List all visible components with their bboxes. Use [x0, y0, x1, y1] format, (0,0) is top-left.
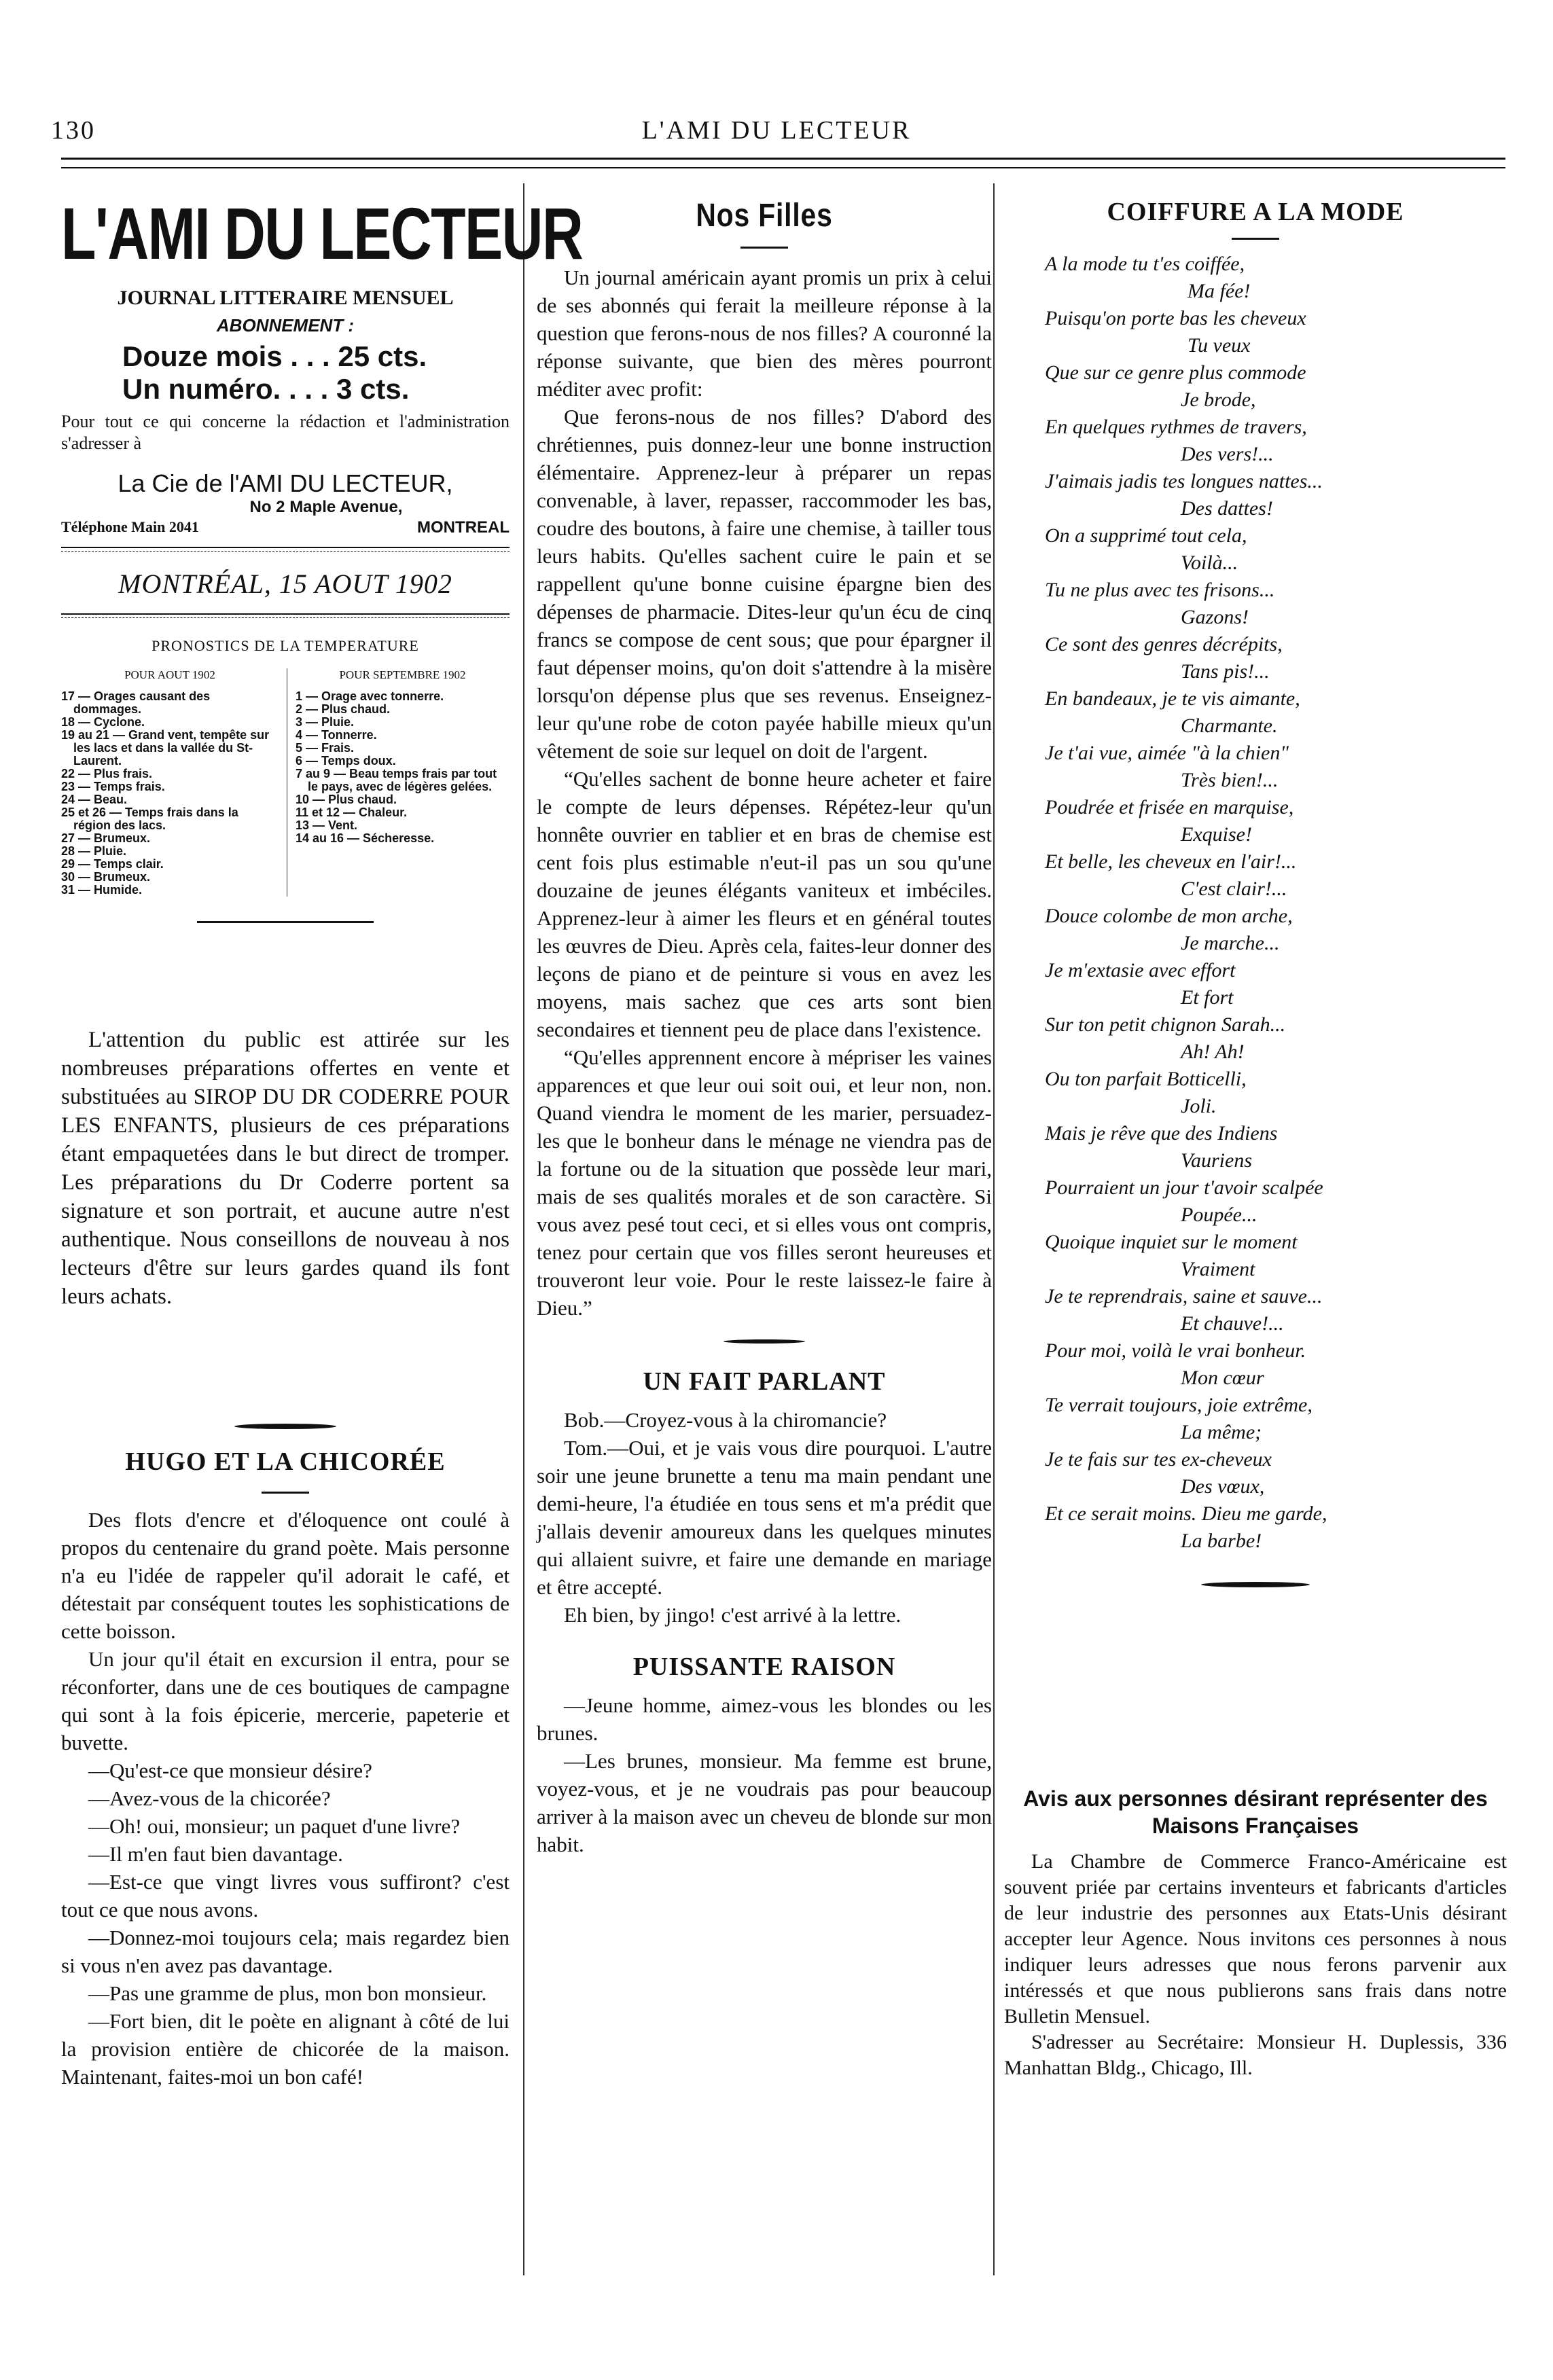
hugo-paragraph: —Qu'est-ce que monsieur désire?: [88, 1759, 372, 1782]
poem-line: Et chauve!...: [1181, 1312, 1284, 1335]
hugo-paragraph: Des flots d'encre et d'éloquence ont coulé à propos du centenaire du grand poète. Mais personne n'a eu l'idée de rappeler qu'il adorait le café, et détestait par conséquent toutes les sophistications de cette boisson.: [61, 1508, 510, 1643]
forecast-entry: 24 — Beau.: [61, 793, 128, 806]
poem-line: Tu veux: [1188, 334, 1251, 357]
poem-line: Des dattes!: [1181, 497, 1273, 520]
nos-filles-paragraph: Un journal américain ayant promis un prix à celui de ses abonnés qui ferait la meilleure réponse à la question que ferons-nous de nos filles? A couronné la réponse suivante, que bien des mères pourront méditer avec profit:: [537, 266, 992, 401]
forecast-entry: 14 au 16 — Sécheresse.: [296, 831, 435, 845]
subscription-label: ABONNEMENT :: [216, 315, 355, 336]
poem-line: Ce sont des genres décrépits,: [1045, 633, 1283, 655]
fait-parlant-paragraph: Bob.—Croyez-vous à la chiromancie?: [564, 1408, 887, 1432]
poem-line: C'est clair!...: [1181, 878, 1287, 900]
hugo-paragraph: —Donnez-moi toujours cela; mais regardez bien si vous n'en avez pas davantage.: [61, 1926, 510, 1977]
poem-line: Tans pis!...: [1181, 660, 1270, 683]
poem-line: Poudrée et frisée en marquise,: [1045, 796, 1294, 818]
poem-line: Vauriens: [1181, 1149, 1252, 1172]
column-separator: [523, 183, 524, 2275]
poem-line: Et fort: [1181, 986, 1234, 1009]
dateline: MONTRÉAL, 15 AOUT 1902: [118, 569, 452, 599]
avis-title: Avis aux personnes désirant représenter des Maisons Françaises: [1023, 1786, 1488, 1838]
forecast-entry: 17 — Orages causant des dommages.: [61, 689, 211, 716]
hugo-paragraph: —Il m'en faut bien davantage.: [88, 1842, 343, 1866]
poem-line: La même;: [1181, 1421, 1262, 1443]
forecast-title: PRONOSTICS DE LA TEMPERATURE: [151, 637, 419, 654]
ornament: [724, 1339, 805, 1344]
nos-filles-paragraph: Que ferons-nous de nos filles? D'abord des chrétiennes, puis donnez-leur une bonne instruction élémentaire. Apprenez-leur à préparer un repas convenable, à laver, repasser, raccommoder les bas, coudre des boutons, à faire une chemise, à tailler tous leurs habits. Qu'elles sachent cuire le pain et se rappellent qu'une bonne cuisine épargne bien des dépenses de pharmacie. Dites-leur qu'un écu de cinq francs se compose de cent sous; que pour épargner il faut dépenser moins, qu'on doit s'attendre à la misère lorsqu'on dépense plus que ses revenus. Enseignez-leur qu'une robe de coton payée habille mieux qu'un vêtement de soie sur lequel on doit de l'argent.: [537, 405, 992, 763]
poem-line: Ma fée!: [1188, 280, 1251, 302]
poem-line: Je m'extasie avec effort: [1045, 959, 1236, 981]
poem-line: Te verrait toujours, joie extrême,: [1045, 1394, 1313, 1416]
forecast-entry: 31 — Humide.: [61, 883, 143, 897]
running-title: L'AMI DU LECTEUR: [641, 116, 912, 145]
poem-line: Mon cœur: [1181, 1367, 1264, 1389]
poem-line: La barbe!: [1181, 1530, 1262, 1552]
masthead-telephone: Téléphone Main 2041: [61, 518, 199, 535]
forecast-entry: 1 — Orage avec tonnerre.: [296, 689, 444, 703]
poem-line: Poupée...: [1181, 1204, 1257, 1226]
hugo-paragraph: —Pas une gramme de plus, mon bon monsieur.: [88, 1981, 487, 2005]
page-number: 130: [51, 116, 96, 145]
poem-line: Vraiment: [1181, 1258, 1255, 1280]
avis-paragraph: S'adresser au Secrétaire: Monsieur H. Duplessis, 336 Manhattan Bldg., Chicago, Ill.: [1004, 2031, 1507, 2079]
forecast-entry: 3 — Pluie.: [296, 715, 355, 729]
price-year: Douze mois . . . 25 cts.: [122, 340, 427, 372]
poem-line: Je te fais sur tes ex-cheveux: [1045, 1448, 1272, 1471]
ornament: [234, 1424, 336, 1429]
masthead-address: No 2 Maple Avenue,: [249, 498, 403, 516]
poem-line: Charmante.: [1181, 715, 1278, 737]
forecast-entry: 18 — Cyclone.: [61, 715, 145, 729]
poem-line: Pour moi, voilà le vrai bonheur.: [1045, 1339, 1306, 1362]
poem-line: Je t'ai vue, aimée "à la chien": [1045, 742, 1289, 764]
forecast-entry: 4 — Tonnerre.: [296, 728, 377, 742]
poem-line: Des vers!...: [1181, 443, 1274, 465]
nos-filles-paragraph: “Qu'elles sachent de bonne heure acheter et faire le compte de leurs dépenses. Répétez-leur qu'un honnête ouvrier en tablier et en bras de chemise est cent fois plus estimable n'eut-il pas un sou qu'une douzaine de jeunes élégants vaniteux et imbéciles. Apprenez-leur à aimer les fleurs et en général toutes les œuvres de Dieu. Après cela, faites-leur donner des leçons de piano et de peinture si vous en avez les moyens, mais sachez que ces arts sont bien secondaires et tiennent peu de place dans l'existence.: [537, 767, 992, 1041]
poem-line: Sur ton petit chignon Sarah...: [1045, 1013, 1286, 1036]
coiffure-poem: [1004, 197, 1507, 1600]
masthead-company: La Cie de l'AMI DU LECTEUR,: [118, 469, 453, 497]
poem-line: Quoique inquiet sur le moment: [1045, 1231, 1298, 1253]
forecast-entry: 6 — Temps doux.: [296, 754, 396, 768]
hugo-paragraph: —Fort bien, dit le poète en alignant à côté de lui la provision entière de chicorée de la maison. Maintenant, faites-moi un bon café!: [61, 2009, 510, 2089]
poem-line: Joli.: [1181, 1095, 1217, 1117]
puissante-raison-paragraph: —Jeune homme, aimez-vous les blondes ou les brunes.: [537, 1693, 992, 1745]
poem-line: A la mode tu t'es coiffée,: [1045, 253, 1245, 275]
poem-line: Je te reprendrais, saine et sauve...: [1045, 1285, 1323, 1308]
forecast-entry: 29 — Temps clair.: [61, 857, 164, 871]
fait-parlant-paragraph: Tom.—Oui, et je vais vous dire pourquoi. L'autre soir une jeune brunette a tenu ma main pendant une demi-heure, l'a étudiée en tous sens et m'a prédit que j'allais devenir amoureux dans les quelques minutes qui allaient suivre, et faire une demande en mariage et être accepté.: [537, 1436, 992, 1599]
coderre-notice: [61, 1026, 510, 1311]
header-rule-bottom: [61, 167, 1505, 168]
poem-line: Tu ne plus avec tes frisons...: [1045, 579, 1275, 601]
forecast-entry: 28 — Pluie.: [61, 844, 127, 858]
forecast-entry: 10 — Plus chaud.: [296, 793, 397, 806]
poem-line: Gazons!: [1181, 606, 1249, 628]
forecast-table: [61, 668, 510, 897]
poem-line: Puisqu'on porte bas les cheveux: [1045, 307, 1306, 329]
masthead: [61, 192, 583, 923]
forecast-september-heading: POUR SEPTEMBRE 1902: [339, 668, 466, 681]
forecast-entry: 27 — Brumeux.: [61, 831, 151, 845]
poem-line: Je brode,: [1181, 389, 1256, 411]
hugo-article: [61, 1411, 510, 2091]
avis-paragraph: La Chambre de Commerce Franco-Américaine est souvent priée par certains inventeurs et fabricants d'articles de leur industrie des personnes aux Etats-Unis désirant accepter leur Agence. Nous invitons ces personnes à nous indiquer leurs adresses que nous ferons parvenir aux intéressés et que nous publierons sans frais dans notre Bulletin Mensuel.: [1004, 1850, 1507, 2027]
nos-filles-title: Nos Filles: [696, 198, 833, 234]
poem-line: Et belle, les cheveux en l'air!...: [1045, 850, 1297, 873]
ornament: [1201, 1582, 1310, 1587]
forecast-entry: 30 — Brumeux.: [61, 870, 151, 884]
masthead-notice: Pour tout ce qui concerne la rédaction et l'administration s'adresser à: [61, 412, 510, 453]
hugo-title: HUGO ET LA CHICORÉE: [125, 1447, 446, 1476]
poem-line: En bandeaux, je te vis aimante,: [1045, 687, 1300, 710]
avis-article: [1004, 1785, 1507, 2081]
forecast-august-heading: POUR AOUT 1902: [124, 668, 215, 681]
coderre-notice-text: L'attention du public est attirée sur les nombreuses préparations offertes en vente et substituées au SIROP DU DR CODERRE POUR LES ENFANTS, plusieurs de ces préparations étant empaquetées dans le but direct de tromper. Les préparations du Dr Coderre portent sa signature et son portrait, et aucune autre n'est authentique. Nous conseillons de nouveau à nos lecteurs d'être sur leurs gardes quand ils font leurs achats.: [61, 1028, 510, 1309]
forecast-entry: 13 — Vent.: [296, 818, 358, 832]
poem-line: Ou ton parfait Botticelli,: [1045, 1068, 1247, 1090]
poem-line: J'aimais jadis tes longues nattes...: [1045, 470, 1323, 492]
nos-filles-article: [537, 197, 992, 1858]
poem-line: On a supprimé tout cela,: [1045, 524, 1247, 547]
puissante-raison-title: PUISSANTE RAISON: [632, 1653, 896, 1681]
masthead-subtitle: JOURNAL LITTERAIRE MENSUEL: [117, 287, 454, 309]
masthead-name: L'AMI DU LECTEUR: [61, 192, 583, 274]
poem-line: Ah! Ah!: [1181, 1041, 1245, 1063]
forecast-entry: 19 au 21 — Grand vent, tempête sur les lacs et dans la vallée du St-Laurent.: [61, 728, 270, 768]
header-rule-top: [61, 158, 1505, 160]
fait-parlant-title: UN FAIT PARLANT: [643, 1367, 886, 1396]
poem-line: Pourraient un jour t'avoir scalpée: [1045, 1176, 1323, 1199]
poem-line: Exquise!: [1181, 823, 1252, 846]
nos-filles-paragraph: “Qu'elles apprennent encore à mépriser les vaines apparences et que leur oui soit oui, et leur non, non. Quand viendra le moment de les marier, persuadez-les que le bonheur dans le ménage ne viendra pas de la fortune ou de la situation que possède leur mari, mais de ses qualités morales et de son caractère. Si vous avez pesé tout ceci, et si elles vous ont compris, tenez pour certain que vos filles seront heureuses et trouveront leur voie. Pour le reste laissez-le faire à Dieu.”: [537, 1045, 992, 1320]
price-issue: Un numéro. . . . 3 cts.: [122, 373, 410, 405]
hugo-paragraph: —Est-ce que vingt livres vous suffiront? c'est tout ce que nous avons.: [61, 1870, 510, 1922]
forecast-august: [61, 668, 287, 897]
poem-line: Je marche...: [1181, 932, 1280, 954]
poem-line: Voilà...: [1181, 552, 1238, 574]
forecast-entry: 23 — Temps frais.: [61, 780, 165, 793]
forecast-entry: 5 — Frais.: [296, 741, 355, 755]
coiffure-title: COIFFURE A LA MODE: [1107, 198, 1404, 226]
forecast-entry: 25 et 26 — Temps frais dans la région des lacs.: [61, 806, 238, 832]
puissante-raison-paragraph: —Les brunes, monsieur. Ma femme est brune, voyez-vous, et je ne voudrais pas pour beaucoup arriver à la maison avec un cheveu de blonde sur mon habit.: [537, 1749, 992, 1856]
masthead-city: MONTREAL: [417, 518, 510, 537]
forecast-entry: 11 et 12 — Chaleur.: [296, 806, 408, 819]
poem-line: En quelques rythmes de travers,: [1045, 416, 1307, 438]
poem-line: Que sur ce genre plus commode: [1045, 361, 1306, 384]
poem-line: Des vœux,: [1181, 1475, 1265, 1498]
forecast-entry: 22 — Plus frais.: [61, 767, 153, 780]
poem-line: Mais je rêve que des Indiens: [1045, 1122, 1278, 1144]
hugo-paragraph: Un jour qu'il était en excursion il entra, pour se réconforter, dans une de ces boutiques de campagne qui sont à la fois épicerie, mercerie, papeterie et buvette.: [61, 1647, 510, 1754]
hugo-paragraph: —Oh! oui, monsieur; un paquet d'une livre?: [88, 1814, 461, 1838]
poem-line: Douce colombe de mon arche,: [1045, 905, 1293, 927]
forecast-entry: 7 au 9 — Beau temps frais par tout le pays, avec de légères gelées.: [296, 767, 497, 793]
fait-parlant-paragraph: Eh bien, by jingo! c'est arrivé à la lettre.: [564, 1603, 902, 1627]
column-separator: [993, 183, 995, 2275]
forecast-entry: 2 — Plus chaud.: [296, 702, 391, 716]
forecast-september: [287, 668, 510, 897]
poem-line: Et ce serait moins. Dieu me garde,: [1045, 1502, 1327, 1525]
poem-line: Très bien!...: [1181, 769, 1279, 791]
hugo-paragraph: —Avez-vous de la chicorée?: [88, 1786, 331, 1810]
